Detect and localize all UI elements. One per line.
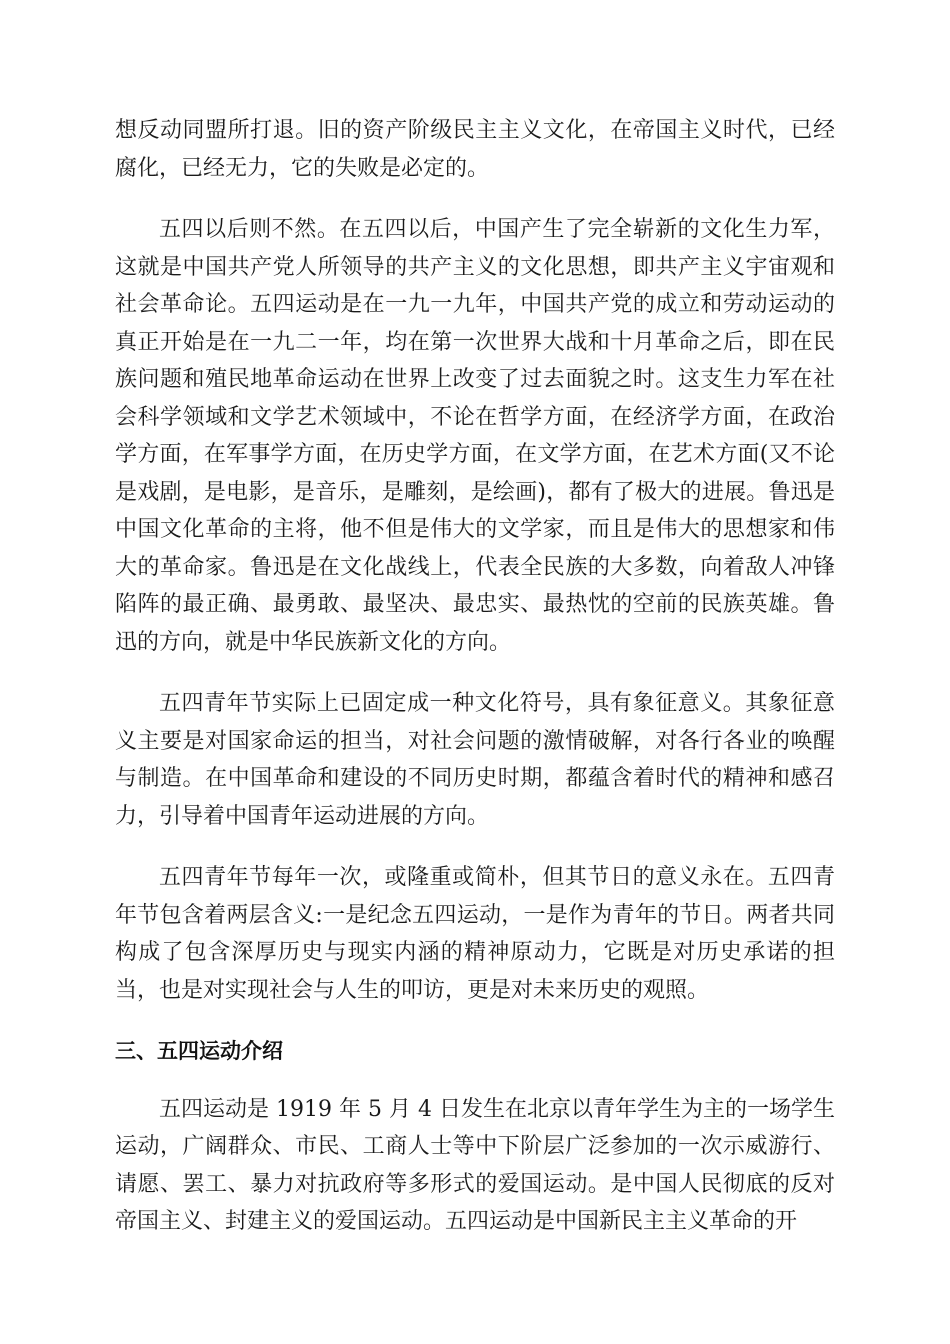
paragraph-may-fourth-intro: 五四运动是 1919 年 5 月 4 日发生在北京以青年学生为主的一场学生运动，广阔群众、市民、工商人士等中下阶层广泛参加的一次示威游行、请愿、罢工、暴力对抗政府等多形式的爱国运动。是中国人民彻底的反对帝国主义、封建主义的爱国运动。五四运动是中国新民主主义革命的开	[115, 1096, 835, 1234]
paragraph-after-may-fourth: 五四以后则不然。在五四以后，中国产生了完全崭新的文化生力军，这就是中国共产党人所领导的共产主义的文化思想，即共产主义宇宙观和社会革命论。五四运动是在一九一九年，中国共产党的成立和劳动运动的真正开始是在一九二一年，均在第一次世界大战和十月革命之后，即在民族问题和殖民地革命运动在世界上改变了过去面貌之时。这支生力军在社会科学领域和文学艺术领域中，不论在哲学方面，在经济学方面，在政治学方面，在军事学方面，在历史学方面，在文学方面，在艺术方面(又不论是戏剧，是电影，是音乐，是雕刻，是绘画)，都有了极大的进展。鲁迅是中国文化革命的主将，他不但是伟大的文学家，而且是伟大的思想家和伟大的革命家。鲁迅是在文化战线上，代表全民族的大多数，向着敌人冲锋陷阵的最正确、最勇敢、最坚决、最忠实、最热忱的空前的民族英雄。鲁迅的方向，就是中华民族新文化的方向。	[115, 217, 835, 655]
paragraph-youth-day-meaning: 五四青年节每年一次，或隆重或简朴，但其节日的意义永在。五四青年节包含着两层含义:一是纪念五四运动，一是作为青年的节日。两者共同构成了包含深厚历史与现实内涵的精神原动力，它既是对历史承诺的担当，也是对实现社会与人生的叩访，更是对未来历史的观照。	[115, 865, 835, 1003]
paragraph-continuation: 想反动同盟所打退。旧的资产阶级民主主义文化，在帝国主义时代，已经腐化，已经无力，它的失败是必定的。	[115, 118, 835, 181]
document-page	[115, 112, 835, 1265]
paragraph-youth-day-symbol: 五四青年节实际上已固定成一种文化符号，具有象征意义。其象征意义主要是对国家命运的担当，对社会问题的激情破解，对各行各业的唤醒与制造。在中国革命和建设的不同历史时期，都蕴含着时代的精神和感召力，引导着中国青年运动进展的方向。	[115, 691, 835, 829]
section-heading: 三、五四运动介绍	[115, 1039, 283, 1063]
